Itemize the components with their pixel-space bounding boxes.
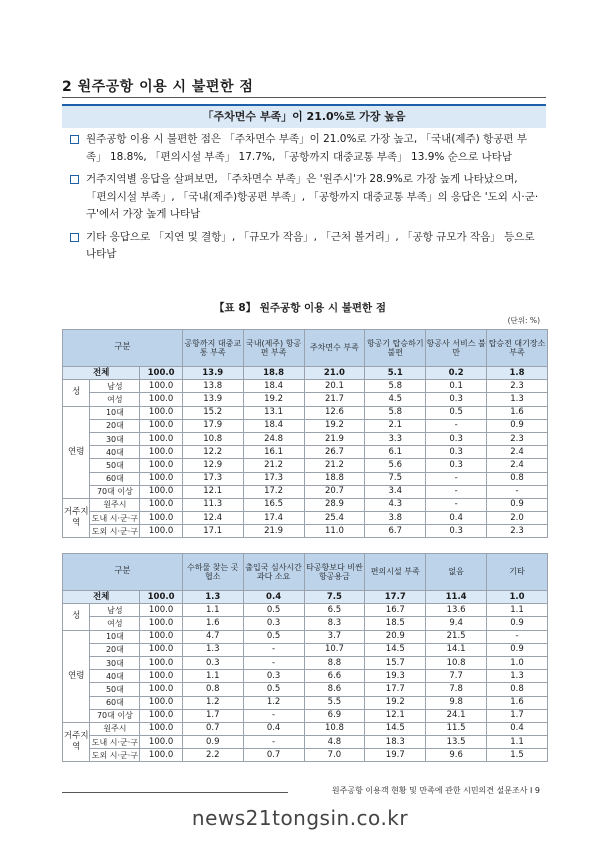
table-cell: 8.3 [304, 617, 365, 630]
table-cell: 7.8 [426, 683, 487, 696]
table-cell: 0.5 [243, 683, 304, 696]
table-cell: 18.8 [304, 472, 365, 485]
table-cell: 2.2 [182, 749, 243, 762]
table-cell: 0.7 [182, 722, 243, 735]
table-cell: 17.2 [243, 485, 304, 498]
table-cell: 16.5 [243, 498, 304, 511]
row-label: 20대 [90, 419, 140, 432]
total-row [63, 591, 548, 604]
table-cell: 19.2 [243, 393, 304, 406]
table-cell: 14.5 [365, 722, 426, 735]
table-cell: 13.6 [426, 604, 487, 617]
table-cell: 2.3 [487, 525, 548, 538]
row-label: 40대 [90, 670, 140, 683]
table-cell: 2.0 [487, 512, 548, 525]
table-cell: 16.1 [243, 446, 304, 459]
table-cell: 1.6 [182, 617, 243, 630]
table-cell: 11.4 [426, 591, 487, 604]
key-finding-banner: 「주차면수 부족」이 21.0%로 가장 높음 [62, 104, 546, 128]
table-cell: 8.6 [304, 683, 365, 696]
summary-text: 원주공항 이용 시 불편한 점은 「주차면수 부족」이 21.0%로 가장 높고, 「국내(제주) 항공편 부족」 18.8%, 「편의시설 부족」 17.7%, 「공항까지 대중교통 부족」 13.9% 순으로 나타남 [86, 133, 528, 163]
table-cell: 1.6 [487, 696, 548, 709]
table-row [63, 709, 548, 722]
row-label: 도내 시·군·구 [90, 736, 140, 749]
table-cell: 21.2 [304, 459, 365, 472]
table-cell: 9.6 [426, 749, 487, 762]
table-cell: 1.7 [182, 709, 243, 722]
table-cell: 1.8 [487, 367, 548, 380]
table-row [63, 380, 548, 393]
table-cell: 0.4 [243, 591, 304, 604]
table-cell: - [487, 630, 548, 643]
row-label: 30대 [90, 656, 140, 669]
table-cell: 100.0 [140, 630, 182, 643]
table-cell: 19.2 [365, 696, 426, 709]
table-cell: 0.3 [426, 393, 487, 406]
table-row [63, 696, 548, 709]
row-label: 남성 [90, 604, 140, 617]
table-cell: 2.4 [487, 446, 548, 459]
table-cell: 5.6 [365, 459, 426, 472]
table-cell: 100.0 [140, 604, 182, 617]
table-cell: 7.5 [304, 591, 365, 604]
table-cell: 13.1 [243, 406, 304, 419]
table-cell: 12.6 [304, 406, 365, 419]
table-cell: 24.1 [426, 709, 487, 722]
row-label: 전체 [63, 591, 140, 604]
table-cell: 0.5 [243, 630, 304, 643]
row-label: 30대 [90, 432, 140, 445]
table-cell: 1.3 [487, 670, 548, 683]
column-header: 수하물 찾는 곳 협소 [182, 554, 243, 591]
table-cell: 21.0 [304, 367, 365, 380]
table-cell: 0.4 [426, 512, 487, 525]
table-cell: 19.3 [365, 670, 426, 683]
row-label: 20대 [90, 643, 140, 656]
table-row [63, 459, 548, 472]
table-cell: 20.7 [304, 485, 365, 498]
inconvenience-table-1 [62, 329, 548, 538]
table-cell: 100.0 [140, 485, 182, 498]
table-cell: 100.0 [140, 498, 182, 511]
table-cell: 0.5 [426, 406, 487, 419]
table-header-row [63, 554, 548, 591]
square-bullet-icon [70, 135, 79, 144]
group-label: 거주지역 [63, 722, 90, 762]
table-cell: 4.5 [365, 393, 426, 406]
table-cell: 0.3 [182, 656, 243, 669]
table-cell: 11.0 [304, 525, 365, 538]
group-label: 거주지역 [63, 498, 90, 538]
table-cell: 100.0 [140, 643, 182, 656]
header-label: 구분 [63, 330, 183, 367]
table-cell: 4.3 [365, 498, 426, 511]
table-cell: 15.7 [365, 656, 426, 669]
table-row [63, 683, 548, 696]
column-header: 주차면수 부족 [304, 330, 365, 367]
table-cell: 0.3 [426, 446, 487, 459]
table-cell: 13.9 [182, 393, 243, 406]
footer-divider [62, 792, 288, 793]
table-row [63, 736, 548, 749]
section-title: 2 원주공항 이용 시 불편한 점 [62, 79, 254, 95]
column-header: 편의시설 부족 [365, 554, 426, 591]
group-label: 연령 [63, 630, 90, 722]
table-cell: 14.5 [365, 643, 426, 656]
table-cell: 100.0 [140, 722, 182, 735]
header-label: 구분 [63, 554, 183, 591]
table-cell: 1.3 [182, 643, 243, 656]
group-label: 연령 [63, 406, 90, 498]
table-row [63, 512, 548, 525]
table-row [63, 656, 548, 669]
row-label: 원주시 [90, 722, 140, 735]
row-label: 50대 [90, 459, 140, 472]
table-cell: 6.5 [304, 604, 365, 617]
table-cell: 26.7 [304, 446, 365, 459]
table-cell: 2.3 [487, 432, 548, 445]
table-cell: 0.5 [243, 604, 304, 617]
row-label: 70대 이상 [90, 485, 140, 498]
table-cell: 100.0 [140, 512, 182, 525]
table-cell: 19.7 [365, 749, 426, 762]
table-cell: 12.2 [182, 446, 243, 459]
table-cell: 100.0 [140, 696, 182, 709]
table-cell: 12.9 [182, 459, 243, 472]
table-cell: 0.9 [182, 736, 243, 749]
table-row [63, 419, 548, 432]
table-cell: 19.2 [304, 419, 365, 432]
table-cell: 15.2 [182, 406, 243, 419]
table-cell: 21.9 [304, 432, 365, 445]
table-cell: 0.8 [182, 683, 243, 696]
column-header: 탑승전 대기장소 부족 [487, 330, 548, 367]
table-cell: 2.1 [365, 419, 426, 432]
table-cell: 17.3 [182, 472, 243, 485]
table-row [63, 432, 548, 445]
row-label: 도외 시·군·구 [90, 525, 140, 538]
table-cell: 17.9 [182, 419, 243, 432]
table-cell: 1.2 [182, 696, 243, 709]
table-cell: 10.8 [182, 432, 243, 445]
table-cell: 18.8 [243, 367, 304, 380]
table-cell: 100.0 [140, 749, 182, 762]
total-row [63, 367, 548, 380]
table-cell: 0.3 [426, 525, 487, 538]
table-cell: - [243, 643, 304, 656]
column-header: 항공기 탑승하기 불편 [365, 330, 426, 367]
table-cell: 10.8 [426, 656, 487, 669]
table-cell: 17.1 [182, 525, 243, 538]
table-cell: 16.7 [365, 604, 426, 617]
table-cell: 1.2 [243, 696, 304, 709]
table-cell: 2.4 [487, 459, 548, 472]
table-cell: 7.0 [304, 749, 365, 762]
table-cell: - [426, 472, 487, 485]
table-cell: 2.3 [487, 380, 548, 393]
page-footer: 원주공항 이용객 현황 및 만족에 관한 시민의견 설문조사 I 9 [331, 786, 540, 795]
table-cell: 9.4 [426, 617, 487, 630]
table-cell: 0.9 [487, 498, 548, 511]
table-cell: 0.7 [243, 749, 304, 762]
summary-bullet [70, 131, 540, 166]
inconvenience-table-2 [62, 553, 548, 762]
table-cell: 1.1 [182, 604, 243, 617]
table-cell: 14.1 [426, 643, 487, 656]
column-header: 국내(제주) 항공편 부족 [243, 330, 304, 367]
table-cell: 100.0 [140, 736, 182, 749]
table-cell: - [487, 485, 548, 498]
table-cell: 21.7 [304, 393, 365, 406]
table-cell: 3.3 [365, 432, 426, 445]
row-label: 남성 [90, 380, 140, 393]
table-cell: 0.8 [487, 472, 548, 485]
table-cell: 13.9 [182, 367, 243, 380]
table-cell: 6.6 [304, 670, 365, 683]
table-cell: 12.1 [365, 709, 426, 722]
table-cell: 18.5 [365, 617, 426, 630]
table-cell: 13.8 [182, 380, 243, 393]
column-header: 출입국 심사시간 과다 소요 [243, 554, 304, 591]
table-cell: 100.0 [140, 380, 182, 393]
table-header-row [63, 330, 548, 367]
column-header: 기타 [487, 554, 548, 591]
table-cell: 3.4 [365, 485, 426, 498]
table-cell: 17.4 [243, 512, 304, 525]
table-row [63, 498, 548, 511]
table-cell: - [426, 498, 487, 511]
table-title: 【표 8】 원주공항 이용 시 불편한 점 [214, 302, 386, 314]
summary-bullets [70, 131, 540, 269]
table-cell: - [426, 419, 487, 432]
table-cell: 8.8 [304, 656, 365, 669]
table-cell: 1.5 [487, 749, 548, 762]
table-cell: 0.3 [426, 432, 487, 445]
column-header: 항공사 서비스 불만 [426, 330, 487, 367]
table-cell: 4.7 [182, 630, 243, 643]
table-row [63, 670, 548, 683]
table-cell: 3.7 [304, 630, 365, 643]
table-row [63, 406, 548, 419]
table-cell: 100.0 [140, 670, 182, 683]
table-cell: 100.0 [140, 472, 182, 485]
table-cell: 100.0 [140, 617, 182, 630]
table-cell: 0.2 [426, 367, 487, 380]
table-cell: 1.6 [487, 406, 548, 419]
table-cell: 11.5 [426, 722, 487, 735]
table-cell: 1.3 [182, 591, 243, 604]
table-cell: 1.1 [487, 604, 548, 617]
table-row [63, 472, 548, 485]
row-label: 도내 시·군·구 [90, 512, 140, 525]
table-cell: - [243, 656, 304, 669]
table-cell: 5.1 [365, 367, 426, 380]
row-label: 전체 [63, 367, 140, 380]
table-cell: 18.4 [243, 419, 304, 432]
table-cell: 20.1 [304, 380, 365, 393]
section-divider [62, 97, 546, 98]
table-row [63, 446, 548, 459]
table-row [63, 749, 548, 762]
table-cell: 6.7 [365, 525, 426, 538]
group-label: 성 [63, 380, 90, 406]
group-label: 성 [63, 604, 90, 630]
table-cell: 3.8 [365, 512, 426, 525]
table-cell: 100.0 [140, 446, 182, 459]
row-label: 10대 [90, 630, 140, 643]
row-label: 70대 이상 [90, 709, 140, 722]
table-cell: 17.7 [365, 591, 426, 604]
table-cell: 0.3 [243, 670, 304, 683]
row-label: 여성 [90, 393, 140, 406]
summary-bullet [70, 229, 540, 264]
table-cell: 100.0 [140, 432, 182, 445]
table-cell: 100.0 [140, 709, 182, 722]
table-cell: 4.8 [304, 736, 365, 749]
square-bullet-icon [70, 175, 79, 184]
table-cell: 13.5 [426, 736, 487, 749]
column-header: 공항까지 대중교통 부족 [182, 330, 243, 367]
square-bullet-icon [70, 233, 79, 242]
table-cell: 18.3 [365, 736, 426, 749]
table-cell: 12.1 [182, 485, 243, 498]
table-cell: 11.3 [182, 498, 243, 511]
table-cell: 100.0 [140, 591, 182, 604]
table-cell: 0.4 [243, 722, 304, 735]
row-label: 60대 [90, 472, 140, 485]
table-row [63, 393, 548, 406]
table-row [63, 722, 548, 735]
table-row [63, 604, 548, 617]
table-cell: 10.7 [304, 643, 365, 656]
table-cell: 12.4 [182, 512, 243, 525]
table-cell: 100.0 [140, 683, 182, 696]
table-cell: 5.8 [365, 406, 426, 419]
table-cell: 21.5 [426, 630, 487, 643]
table-cell: 7.5 [365, 472, 426, 485]
table-cell: 9.8 [426, 696, 487, 709]
table-row [63, 617, 548, 630]
table-cell: 100.0 [140, 367, 182, 380]
watermark: news21tongsin.co.kr [191, 806, 409, 830]
table-cell: 1.0 [487, 591, 548, 604]
table-cell: - [243, 736, 304, 749]
row-label: 50대 [90, 683, 140, 696]
table-cell: 100.0 [140, 525, 182, 538]
table-cell: 0.3 [243, 617, 304, 630]
table-cell: 1.1 [182, 670, 243, 683]
table-cell: 1.3 [487, 393, 548, 406]
table-cell: 0.9 [487, 643, 548, 656]
table-cell: 24.8 [243, 432, 304, 445]
table-cell: 17.7 [365, 683, 426, 696]
table-cell: 100.0 [140, 419, 182, 432]
table-cell: 28.9 [304, 498, 365, 511]
table-cell: 5.5 [304, 696, 365, 709]
table-cell: 1.1 [487, 736, 548, 749]
table-cell: 6.9 [304, 709, 365, 722]
table-cell: 25.4 [304, 512, 365, 525]
unit-label: (단위: %) [507, 316, 540, 325]
table-cell: 0.3 [426, 459, 487, 472]
column-header: 타공항보다 비싼 항공용금 [304, 554, 365, 591]
table-cell: 0.1 [426, 380, 487, 393]
column-header: 없음 [426, 554, 487, 591]
table-cell: 21.2 [243, 459, 304, 472]
table-cell: 100.0 [140, 393, 182, 406]
row-label: 원주시 [90, 498, 140, 511]
table-row [63, 643, 548, 656]
table-cell: 1.7 [487, 709, 548, 722]
table-cell: 5.8 [365, 380, 426, 393]
table-cell: - [426, 485, 487, 498]
table-cell: 0.9 [487, 617, 548, 630]
row-label: 10대 [90, 406, 140, 419]
table-cell: 6.1 [365, 446, 426, 459]
row-label: 40대 [90, 446, 140, 459]
row-label: 도외 시·군·구 [90, 749, 140, 762]
table-cell: 17.3 [243, 472, 304, 485]
table-cell: 0.4 [487, 722, 548, 735]
table-cell: 0.9 [487, 419, 548, 432]
row-label: 60대 [90, 696, 140, 709]
table-row [63, 630, 548, 643]
table-row [63, 525, 548, 538]
table-cell: 1.0 [487, 656, 548, 669]
table-row [63, 485, 548, 498]
summary-text: 거주지역별 응답을 살펴보면, 「주차면수 부족」은 '원주시'가 28.9%로 가장 높게 나타났으며, 「편의시설 부족」, 「국내(제주)항공편 부족」, 「공항까지 대중교통 부족」의 응답은 '도외 시·군·구'에서 가장 높게 나타남 [86, 173, 539, 220]
table-cell: 18.4 [243, 380, 304, 393]
table-cell: 100.0 [140, 656, 182, 669]
summary-bullet [70, 171, 540, 224]
table-cell: 20.9 [365, 630, 426, 643]
table-cell: 100.0 [140, 459, 182, 472]
table-cell: 0.8 [487, 683, 548, 696]
table-cell: - [243, 709, 304, 722]
table-cell: 100.0 [140, 406, 182, 419]
table-cell: 21.9 [243, 525, 304, 538]
row-label: 여성 [90, 617, 140, 630]
summary-text: 기타 응답으로 「지연 및 결항」, 「규모가 작음」, 「근처 볼거리」, 「공항 규모가 작음」 등으로 나타남 [86, 230, 535, 260]
table-cell: 10.8 [304, 722, 365, 735]
table-cell: 7.7 [426, 670, 487, 683]
